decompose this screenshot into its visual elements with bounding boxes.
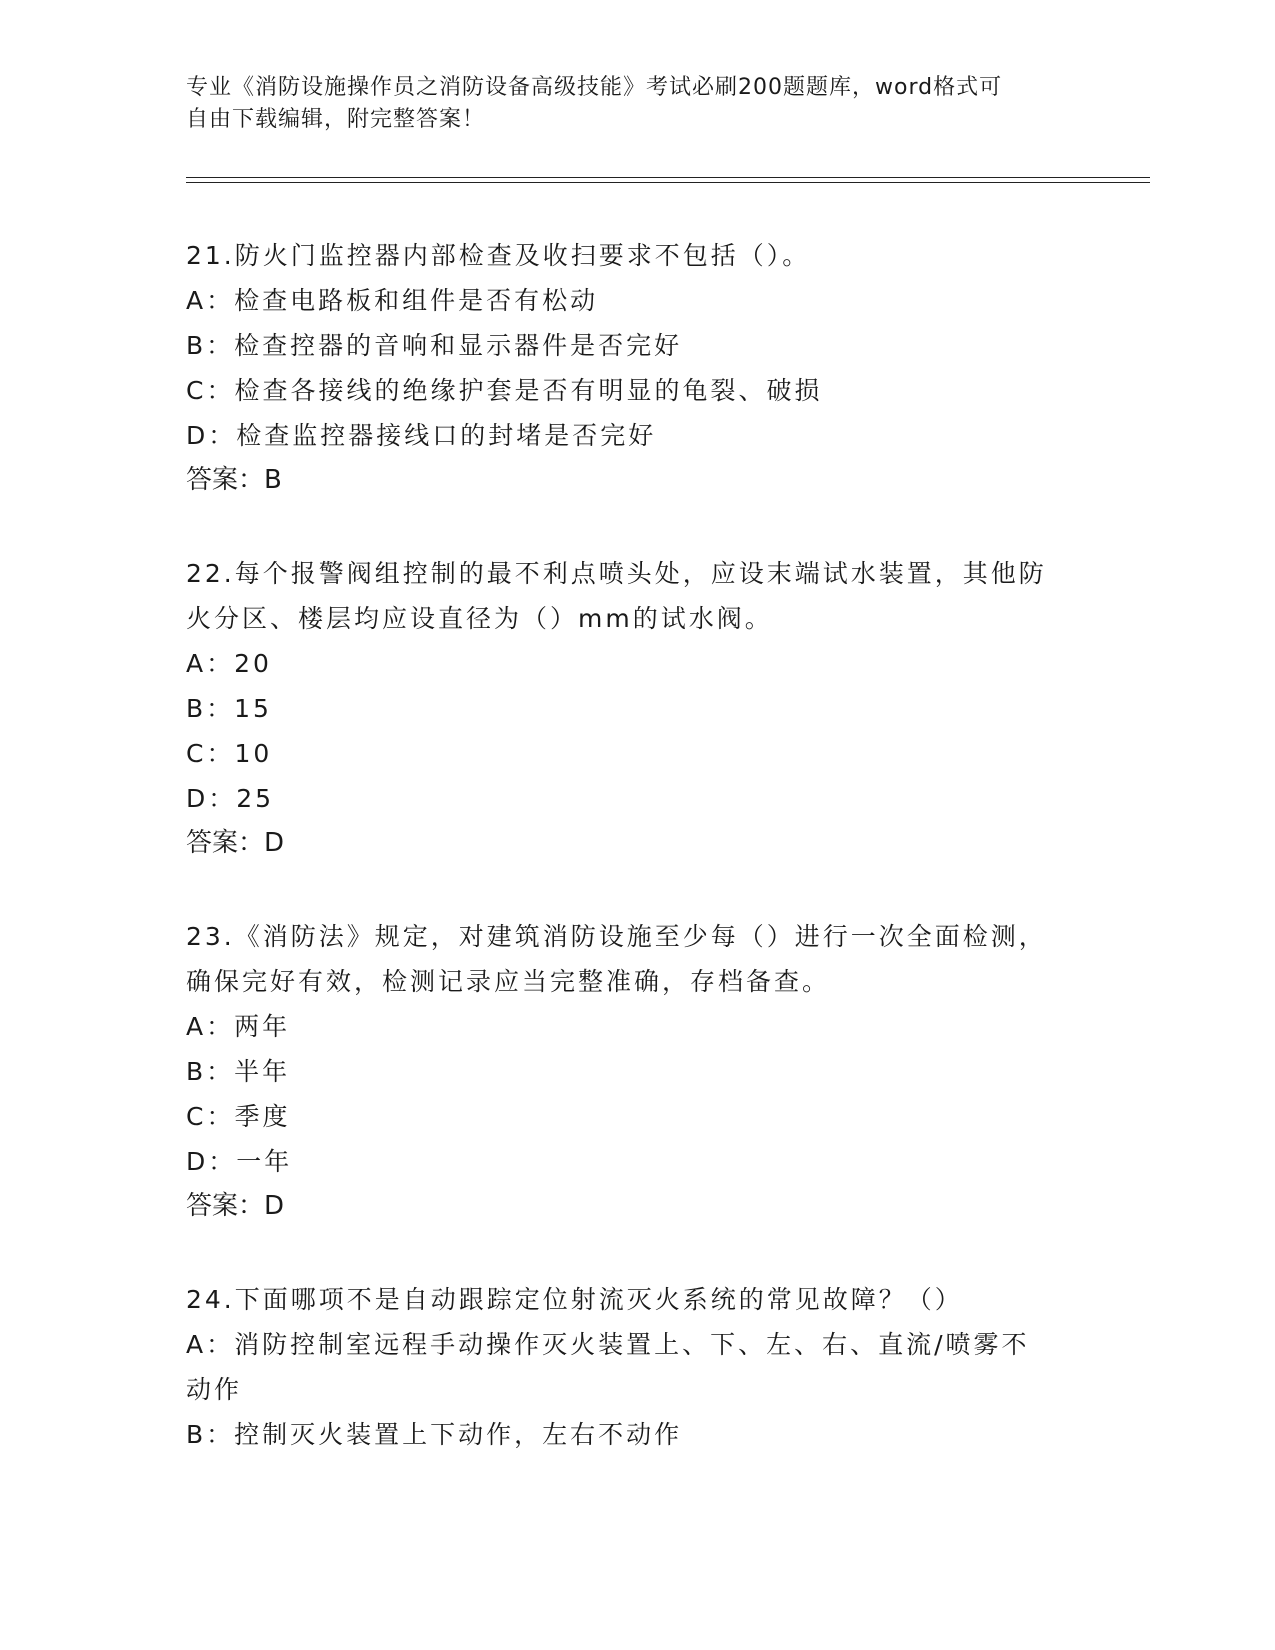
header-line-1: 专业《消防设施操作员之消防设备高级技能》考试必刷200题题库，word格式可 [186,75,1003,100]
option-c: C：检查各接线的绝缘护套是否有明显的龟裂、破损 [186,376,823,405]
option-b: B：半年 [186,1057,291,1086]
question-stem-continued: 确保完好有效，检测记录应当完整准确，存档备查。 [186,967,831,996]
option-b: B：检查控器的音响和显示器件是否完好 [186,331,683,360]
option-c: C：季度 [186,1102,291,1131]
question-stem: 23.《消防法》规定，对建筑消防设施至少每（）进行一次全面检测， [186,922,1047,951]
option-c: C：10 [186,739,273,768]
option-a: A：20 [186,649,272,678]
option-b: B：控制灭火装置上下动作，左右不动作 [186,1420,683,1449]
question-stem: 22.每个报警阀组控制的最不利点喷头处，应设末端试水装置，其他防 [186,559,1047,588]
header-divider-bottom [186,182,1150,183]
header-divider-top [186,177,1150,178]
question-stem: 24.下面哪项不是自动跟踪定位射流灭火系统的常见故障？（） [186,1285,963,1314]
answer-line: 答案：D [186,828,285,858]
header-line-2: 自由下载编辑，附完整答案！ [186,107,486,132]
question-22 [186,551,1086,866]
answer-line: 答案：D [186,1191,285,1221]
option-a-continued: 动作 [186,1375,243,1404]
option-b: B：15 [186,694,272,723]
option-d: D：检查监控器接线口的封堵是否完好 [186,421,657,450]
option-d: D：一年 [186,1147,293,1176]
option-a: A：两年 [186,1012,291,1041]
question-24 [186,1277,1086,1457]
option-a: A：消防控制室远程手动操作灭火装置上、下、左、右、直流/喷雾不 [186,1330,1030,1359]
question-21 [186,233,1086,503]
question-23 [186,914,1086,1229]
option-d: D：25 [186,784,275,813]
document-header [186,72,1066,136]
question-stem: 21.防火门监控器内部检查及收扫要求不包括（）。 [186,241,811,270]
answer-line: 答案：B [186,465,282,495]
question-stem-continued: 火分区、楼层均应设直径为（）mm的试水阀。 [186,604,773,633]
option-a: A：检查电路板和组件是否有松动 [186,286,599,315]
